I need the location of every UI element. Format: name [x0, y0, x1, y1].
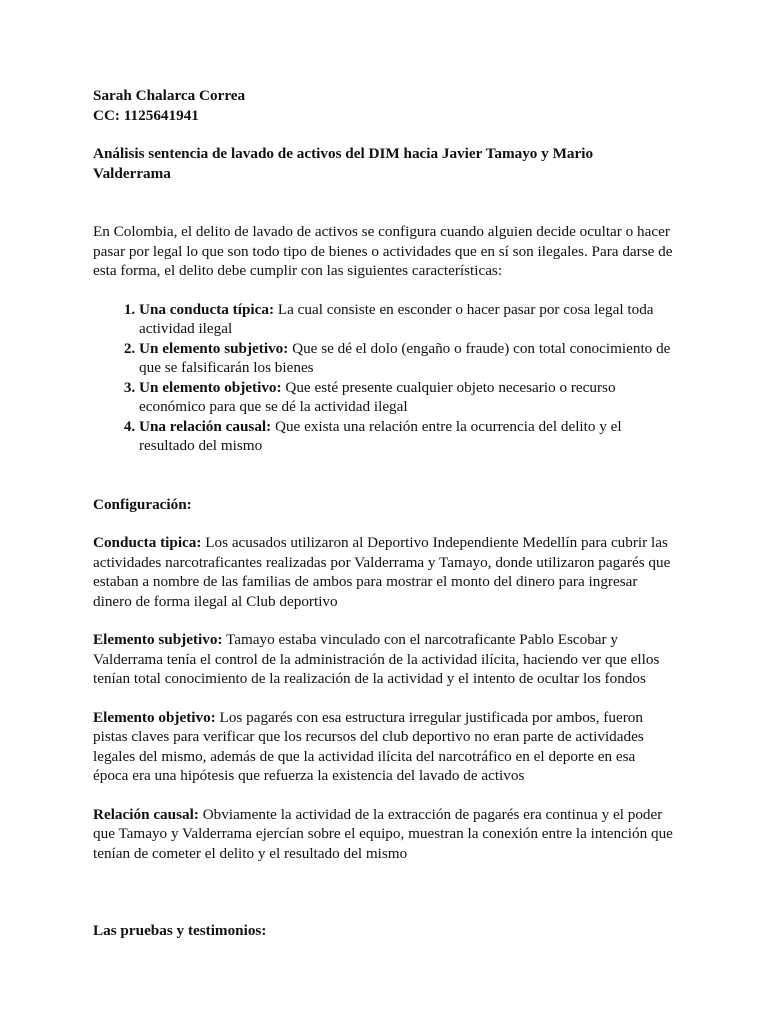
criteria-text: Que exista una relación entre la ocurrencia del delito y el resultado del mismo	[139, 417, 622, 454]
criteria-term: Una relación causal:	[139, 417, 272, 435]
paragraph-text: Los acusados utilizaron al Deportivo Independiente Medellín para cubrir las actividades narcotraficantes realizadas por Valderrama y Tamayo, donde utilizaron pagarés que estaban a nombre de las familias de ambos para mostrar el monto del dinero para ingresar dinero de forma ilegal al Club deportivo	[93, 534, 671, 610]
criteria-term: Un elemento objetivo:	[139, 378, 282, 396]
paragraph-term: Elemento objetivo:	[93, 708, 216, 726]
configuracion-heading: Configuración:	[93, 495, 192, 513]
criteria-term: Una conducta típica:	[139, 300, 275, 318]
pruebas-heading: Las pruebas y testimonios:	[93, 922, 267, 939]
criteria-list	[93, 300, 673, 456]
criteria-item	[139, 378, 673, 417]
paragraph-text: Tamayo estaba vinculado con el narcotraficante Pablo Escobar y Valderrama tenía el control de la administración de la actividad ilícita, haciendo ver que ellos tenían total conocimiento de la realización de la actividad y el intento de ocultar los fondos	[93, 631, 660, 687]
criteria-text: La cual consiste en esconder o hacer pasar por cosa legal toda actividad ilegal	[139, 300, 654, 337]
paragraph-term: Elemento subjetivo:	[93, 631, 223, 648]
paragraph-text: Obviamente la actividad de la extracción de pagarés era continua y el poder que Tamayo y Valderrama ejercían sobre el equipo, muestran la conexión entre la intención que tenían de cometer el delito y el resultado del mismo	[93, 805, 673, 862]
configuracion-paragraph	[93, 630, 673, 689]
configuracion-paragraph	[93, 533, 673, 611]
criteria-text: Que se dé el dolo (engaño o fraude) con total conocimiento de que se falsificarán los bienes	[139, 339, 671, 376]
document-title: Análisis sentencia de lavado de activos del DIM hacia Javier Tamayo y Mario Valderrama	[93, 145, 594, 182]
criteria-term: Un elemento subjetivo:	[139, 339, 289, 357]
paragraph-text: Los pagarés con esa estructura irregular justificada por ambos, fueron pistas claves para verificar que los recursos del club deportivo no eran parte de actividades legales del mismo, además de que la actividad ilícita del narcotráfico en el deporte en esa época era una hipótesis que refuerza la existencia del lavado de activos	[93, 708, 644, 784]
criteria-item	[139, 300, 673, 339]
author-name: Sarah Chalarca Correa	[93, 87, 246, 104]
intro-paragraph: En Colombia, el delito de lavado de activos se configura cuando alguien decide ocultar o hacer pasar por legal lo que son todo tipo de bienes o actividades que en sí son ilegales. Para darse de esta forma, el delito debe cumplir con las siguientes características:	[93, 223, 673, 279]
criteria-item	[139, 417, 673, 456]
configuracion-paragraph	[93, 708, 673, 786]
author-block	[93, 86, 673, 125]
configuracion-paragraph	[93, 805, 673, 864]
paragraph-term: Relación causal:	[93, 805, 199, 823]
criteria-text: Que esté presente cualquier objeto necesario o recurso económico para que se dé la actividad ilegal	[139, 378, 616, 415]
criteria-item	[139, 339, 673, 378]
paragraph-term: Conducta tipica:	[93, 534, 202, 551]
document-page	[93, 86, 673, 941]
author-id: CC: 1125641941	[93, 106, 199, 124]
